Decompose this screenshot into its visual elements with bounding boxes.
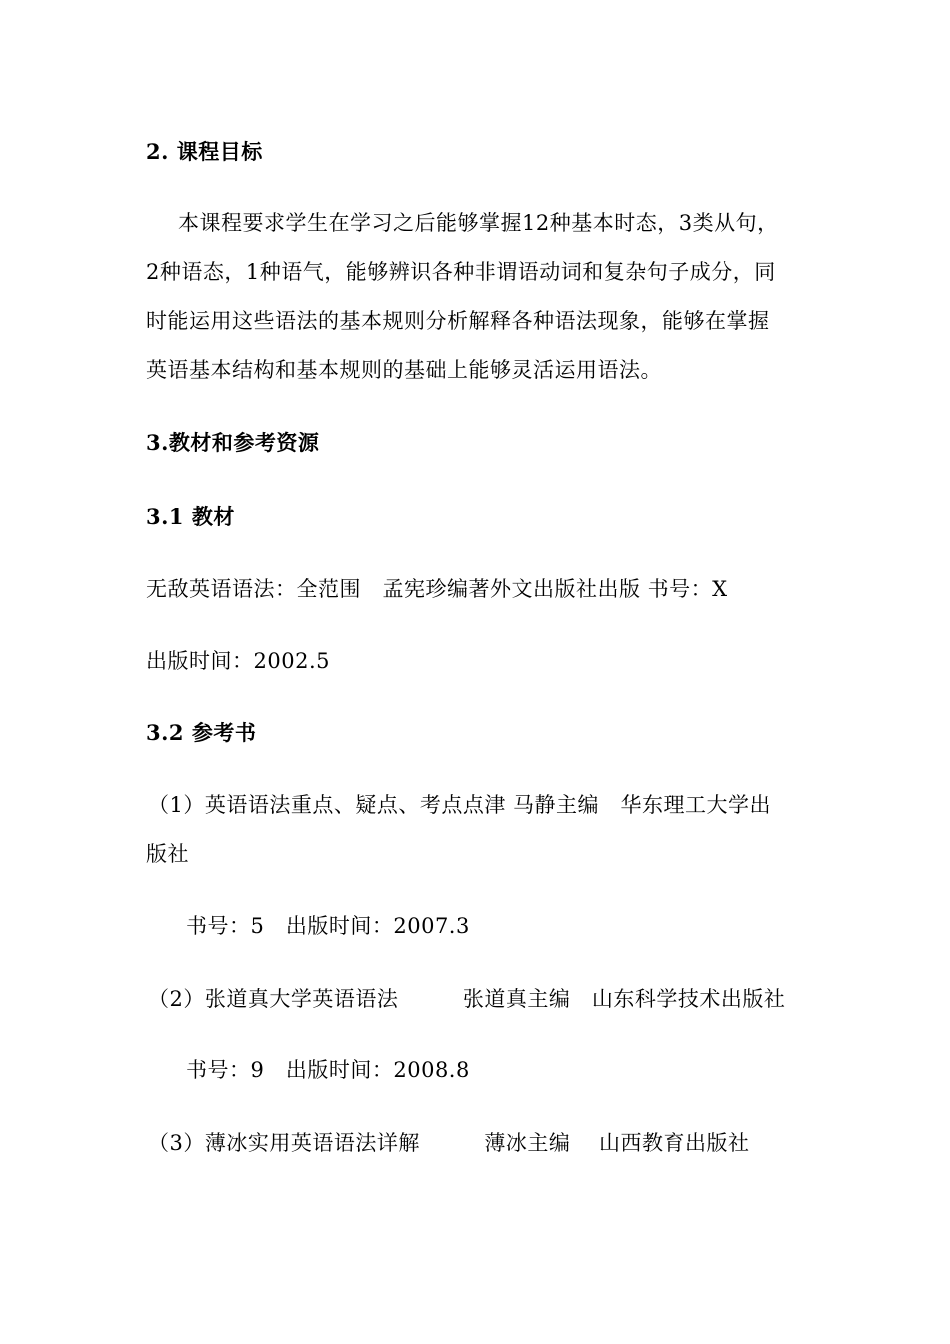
reference-1-title-line: （1）英语语法重点、疑点、考点点津 马静主编 华东理工大学出	[148, 793, 772, 817]
section-3-1-heading: 3.1 教材	[146, 504, 235, 529]
reference-3-title-line: （3）薄冰实用英语语法详解 薄冰主编 山西教育出版社	[148, 1131, 750, 1155]
reference-2-title-line: （2）张道真大学英语语法 张道真主编 山东科学技术出版社	[148, 987, 786, 1011]
reference-1-detail: 书号：5 出版时间：2007.3	[186, 914, 470, 938]
textbook-info-line: 无敌英语语法：全范围 孟宪珍编著外文出版社出版 书号：X	[146, 577, 728, 601]
goal-paragraph-line-1: 本课程要求学生在学习之后能够掌握12种基本时态，3类从句，	[178, 211, 779, 235]
section-2-heading: 2. 课程目标	[146, 139, 263, 164]
goal-paragraph-line-3: 时能运用这些语法的基本规则分析解释各种语法现象，能够在掌握	[146, 309, 770, 333]
reference-2-detail: 书号：9 出版时间：2008.8	[186, 1058, 470, 1082]
section-3-2-heading: 3.2 参考书	[146, 720, 257, 745]
goal-paragraph-line-2: 2种语态，1种语气，能够辨识各种非谓语动词和复杂句子成分，同	[146, 260, 776, 284]
goal-paragraph-line-4: 英语基本结构和基本规则的基础上能够灵活运用语法。	[146, 358, 662, 382]
section-3-heading: 3.教材和参考资源	[146, 430, 320, 455]
reference-1-title-continued: 版社	[146, 842, 189, 866]
textbook-publish-date: 出版时间：2002.5	[146, 649, 330, 673]
